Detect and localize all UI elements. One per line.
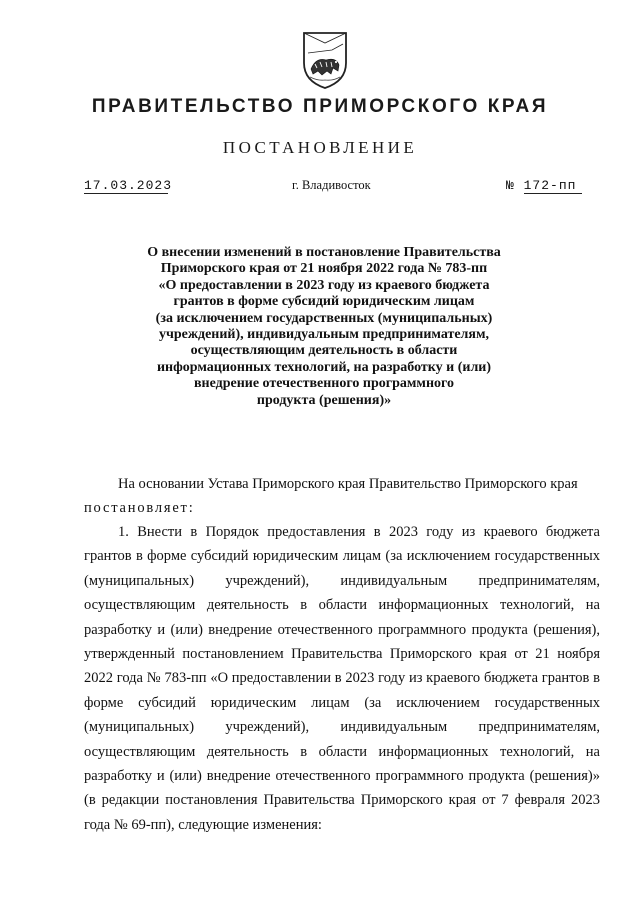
document-number — [506, 178, 598, 194]
emblem-shield-icon — [298, 27, 352, 91]
item-1-paragraph: 1. Внести в Порядок предоставления в 2023 году из краевого бюджета грантов в форме субсидий юридическим лицам (за исключением государственных (муниципальных) учреждений), индивидуальным предпринимателям, осуществляющим деятельность в области информационных технологий, на разработку и (или) внедрение отечественного программного продукта (решения), утвержденный постановлением Правительства Приморского края от 21 ноября 2022 года № 783-пп «О предоставлении в 2023 году из краевого бюджета грантов в форме субсидий юридическим лицам (за исключением государственных (муниципальных) учреждений), индивидуальным предпринимателям, осуществляющим деятельность в области информационных технологий, на разработку и (или) внедрение отечественного программного продукта (решения)» (в редакции постановления Правительства Приморского края от 7 февраля 2023 года № 69-пп), следующие изменения: — [84, 524, 600, 833]
heading-line: Приморского края от 21 ноября 2022 года № 783-пп — [160, 261, 488, 277]
document-heading — [130, 245, 518, 409]
document-date: 17.03.2023 — [84, 178, 173, 193]
number-value: 172-пп — [524, 178, 582, 194]
coat-of-arms-icon — [298, 27, 352, 91]
heading-line: учреждений), индивидуальным предпринимателям, — [158, 327, 490, 343]
heading-line: внедрение отечественного программного — [193, 376, 455, 392]
heading-line: продукта (решения)» — [256, 392, 392, 408]
organization-title: ПРАВИТЕЛЬСТВО ПРИМОРСКОГО КРАЯ — [91, 96, 549, 117]
heading-line: осуществляющим деятельность в области — [190, 343, 458, 359]
heading-line: «О предоставлении в 2023 году из краевого бюджета — [158, 277, 490, 293]
heading-line: О внесении изменений в постановление Правительства — [147, 245, 501, 260]
document-city: г. Владивосток — [292, 178, 371, 192]
heading-line: грантов в форме субсидий юридическим лицам — [173, 294, 475, 310]
legal-basis-paragraph: На основании Устава Приморского края Правительство Приморского края — [118, 476, 578, 492]
resolves-word: постановляет: — [84, 500, 195, 516]
heading-line: информационных технологий, на разработку и (или) — [156, 359, 492, 375]
document-type: ПОСТАНОВЛЕНИЕ — [222, 138, 418, 157]
heading-line: (за исключением государственных (муниципальных) — [155, 310, 493, 326]
number-prefix: № — [506, 178, 515, 193]
